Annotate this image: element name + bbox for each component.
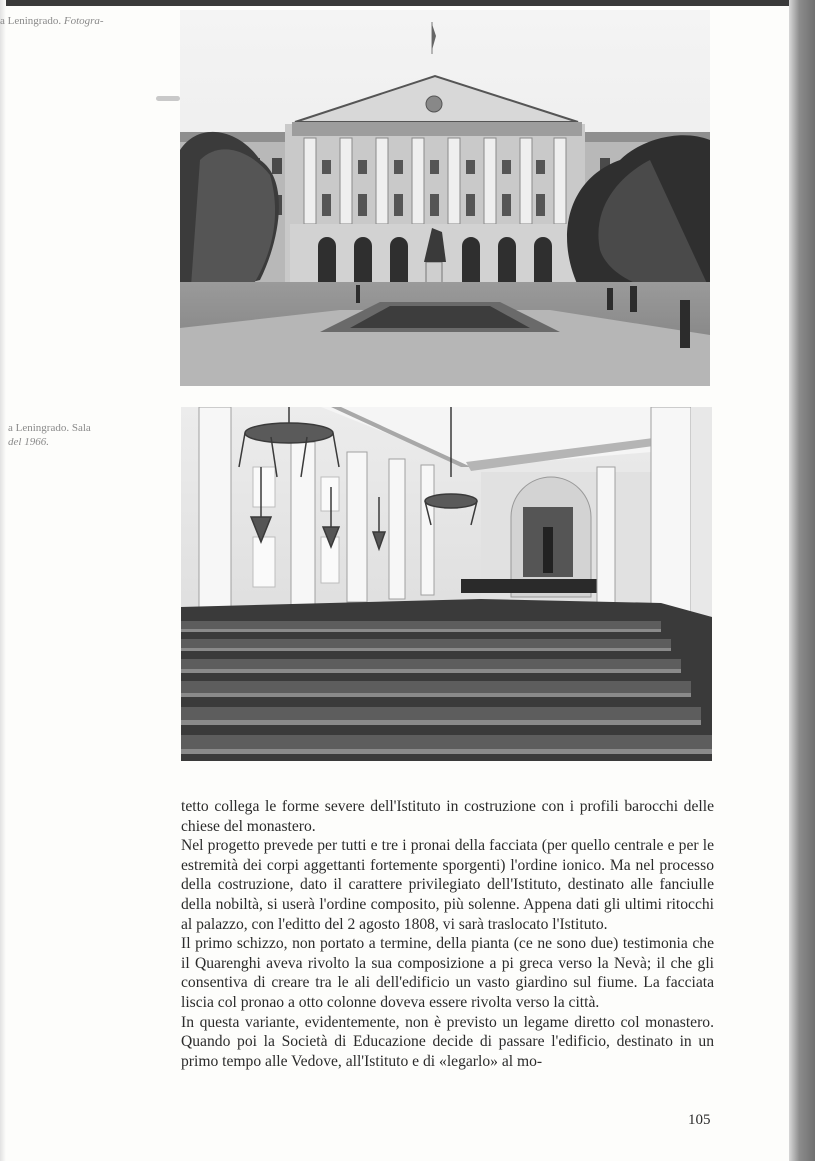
paragraph-4: In questa variante, evidentemente, non è previsto un legame diretto col monastero. Quando poi la Società di Educazione decide di passare l'edificio, destinato in un primo tempo alle Vedove, all'Istituto e di «legarlo» al mo-	[181, 1013, 714, 1070]
scan-top-edge	[0, 0, 815, 6]
caption-middle-fragment	[8, 421, 91, 449]
caption-middle-line-2: del 1966.	[8, 436, 49, 448]
ink-smudge	[156, 96, 180, 101]
photo-assembly-hall	[181, 407, 712, 761]
caption-middle-line-1: a Leningrado. Sala	[8, 422, 91, 434]
page-number: 105	[688, 1112, 711, 1128]
paragraph-2: Nel progetto prevede per tutti e tre i pronai della facciata (per quello centrale e per le estremità dei corpi aggettanti fortemente sporgenti) l'ordine ionico. Ma nel processo della costruzione, dato il carattere privilegiato dell'Istituto, destinato alle fanciulle della nobiltà, si userà l'ordine composito, più solenne. Appena dati gli ultimi ritocchi al palazzo, con l'editto del 2 agosto 1808, vi sarà traslocato l'Istituto.	[181, 837, 714, 933]
caption-top-text: a Leningrado.	[0, 15, 62, 27]
caption-top-fragment	[0, 14, 104, 28]
paragraph-1: tetto collega le forme severe dell'Istituto in costruzione con i profili barocchi delle chiese del monastero.	[181, 798, 714, 835]
hall-illustration	[181, 407, 712, 761]
caption-top-italic: Fotogra-	[63, 15, 104, 27]
paragraph-3: Il primo schizzo, non portato a termine, della pianta (ce ne sono due) testimonia che il Quarenghi aveva rivolto la sua composizione a pi greca verso la Nevà; il che gli consentiva di creare tra le ali dell'edificio un vasto giardino sul fiume. La facciata liscia col pronao a otto colonne doveva essere rivolta verso la città.	[181, 935, 714, 1011]
photo-palace-facade	[180, 10, 710, 386]
palace-illustration	[180, 10, 710, 386]
scan-page-fold	[789, 0, 815, 1161]
article-body	[181, 797, 714, 1071]
scan-left-shade	[0, 0, 6, 1161]
